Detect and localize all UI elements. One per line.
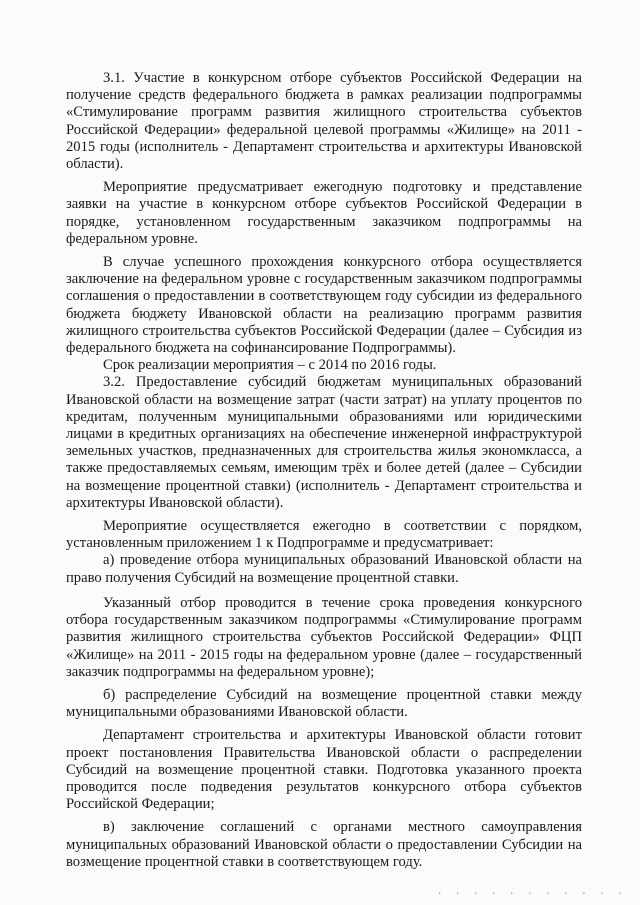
paragraph-3-1: 3.1. Участие в конкурсном отборе субъектов Российской Федерации на получение средств федерального бюджета в рамках реализации подпрограммы «Стимулирование программ развития жилищного строительства субъектов Российской Федерации» федеральной целевой программы «Жилище» на 2011 - 2015 годы (исполнитель - Департамент строительства и архитектуры Ивановской области). — [66, 70, 582, 173]
paragraph-department: Департамент строительства и архитектуры Ивановской области готовит проект постановления Правительства Ивановской области о распределении Субсидий на возмещение процентной ставки. Подготовка указанного проекта проводится после подведения результатов конкурсного отбора субъектов Российской Федерации; — [66, 727, 582, 813]
paragraph-3-1-activity: Мероприятие предусматривает ежегодную подготовку и представление заявки на участие в конкурсном отборе субъектов Российской Федерации в порядке, установленном государственным заказчиком подпрограммы на федеральном уровне. — [66, 179, 582, 247]
scan-marks: . . . . . . . . . . . — [436, 886, 626, 897]
paragraph-item-b: б) распределение Субсидий на возмещение процентной ставки между муниципальными образованиями Ивановской области. — [66, 686, 582, 721]
document-body — [66, 70, 582, 871]
paragraph-selection: Указанный отбор проводится в течение срока проведения конкурсного отбора государственным заказчиком подпрограммы «Стимулирование программ развития жилищного строительства субъектов Российской Федерации» ФЦП «Жилище» на 2011 - 2015 годы на федеральном уровне (далее – государственный заказчик подпрограммы на федеральном уровне); — [66, 594, 582, 680]
paragraph-3-2: 3.2. Предоставление субсидий бюджетам муниципальных образований Ивановской области на возмещение затрат (части затрат) на уплату процентов по кредитам, полученным муниципальными образованиями или юридическими лицами в кредитных организациях на обеспечение инженерной инфраструктурой земельных участков, предназначенных для строительства жилья экономкласса, а также предоставляемых семьям, имеющим трёх и более детей (далее – Субсидии на возмещение процентной ставки) (исполнитель - Департамент строительства и архитектуры Ивановской области). — [66, 374, 582, 511]
paragraph-3-2-activity: Мероприятие осуществляется ежегодно в соответствии с порядком, установленным приложением 1 к Подпрограмме и предусматривает: — [66, 518, 582, 552]
paragraph-item-a: а) проведение отбора муниципальных образований Ивановской области на право получения Субсидий на возмещение процентной ставки. — [66, 552, 582, 586]
paragraph-item-v: в) заключение соглашений с органами местного самоуправления муниципальных образований Ивановской области о предоставлении Субсидии на возмещение процентной ставки в соответствующем году. — [66, 819, 582, 870]
paragraph-3-1-agreement: В случае успешного прохождения конкурсного отбора осуществляется заключение на федеральном уровне с государственным заказчиком подпрограммы соглашения о предоставлении в соответствующем году субсидии из федерального бюджета бюджету Ивановской области на реализацию программ развития жилищного строительства субъектов Российской Федерации (далее – Субсидия из федерального бюджета на софинансирование Подпрограммы). — [66, 254, 582, 357]
paragraph-3-1-term: Срок реализации мероприятия – с 2014 по 2016 годы. — [103, 357, 437, 374]
